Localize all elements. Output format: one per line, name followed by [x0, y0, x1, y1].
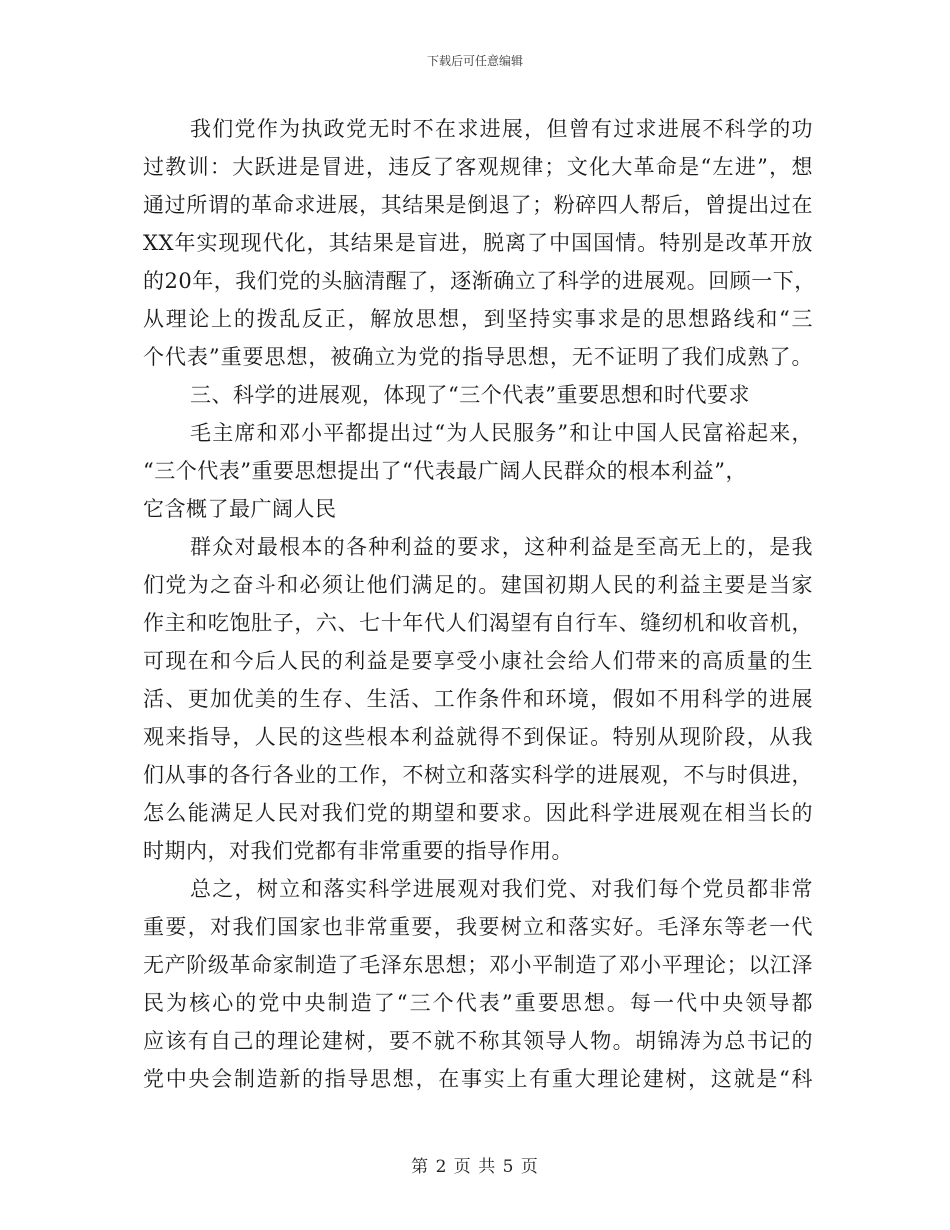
- text-line: 应该有自己的理论建树，要不就不称其领导人物。胡锦涛为总书记的: [143, 1029, 813, 1053]
- document-body: [143, 110, 816, 1098]
- page-footer: 第 2 页 共 5 页: [411, 1157, 539, 1177]
- text-line: 群众对最根本的各种利益的要求，这种利益是至高无上的，是我: [190, 535, 813, 559]
- text-line: 过教训：大跃进是冒进，违反了客观规律；文化大革命是“左进”，想: [143, 155, 813, 179]
- text-line: 观来指导，人民的这些根本利益就得不到保证。特别从现阶段，从我: [143, 725, 813, 749]
- text-line: 重要，对我们国家也非常重要，我要树立和落实好。毛泽东等老一代: [143, 915, 813, 939]
- text-line: 总之，树立和落实科学进展观对我们党、对我们每个党员都非常: [190, 877, 813, 901]
- text-line: “三个代表”重要思想提出了“代表最广阔人民群众的根本利益”，: [143, 459, 747, 483]
- text-line: 通过所谓的革命求进展，其结果是倒退了；粉碎四人帮后，曾提出过在: [143, 193, 813, 217]
- text-line: 毛主席和邓小平都提出过“为人民服务”和让中国人民富裕起来，: [190, 421, 813, 445]
- text-line: 我们党作为执政党无时不在求进展，但曾有过求进展不科学的功: [190, 117, 813, 141]
- page-header: 下载后可任意编辑: [426, 54, 523, 68]
- text-line: 的20年，我们党的头脑清醒了，逐渐确立了科学的进展观。回顾一下，: [143, 269, 816, 293]
- text-line: 无产阶级革命家制造了毛泽东思想；邓小平制造了邓小平理论；以江泽: [143, 953, 813, 977]
- text-line: 们党为之奋斗和必须让他们满足的。建国初期人民的利益主要是当家: [143, 573, 813, 597]
- text-line: 时期内，对我们党都有非常重要的指导作用。: [143, 839, 573, 863]
- text-line: 它含概了最广阔人民: [143, 497, 337, 521]
- text-line: 们从事的各行各业的工作，不树立和落实科学的进展观，不与时俱进，: [143, 763, 813, 787]
- text-line: 个代表”重要思想，被确立为党的指导思想，无不证明了我们成熟了。: [143, 345, 813, 369]
- text-line: 作主和吃饱肚子，六、七十年代人们渴望有自行车、缝纫机和收音机，: [143, 611, 813, 635]
- text-line: 从理论上的拨乱反正，解放思想，到坚持实事求是的思想路线和“三: [143, 307, 813, 331]
- text-line: 可现在和今后人民的利益是要享受小康社会给人们带来的高质量的生: [143, 649, 813, 673]
- text-line: 怎么能满足人民对我们党的期望和要求。因此科学进展观在相当长的: [143, 801, 813, 825]
- text-line: XX年实现现代化，其结果是盲进，脱离了中国国情。特别是改革开放: [143, 231, 813, 255]
- section-heading: 三、科学的进展观，体现了“三个代表”重要思想和时代要求: [190, 383, 750, 407]
- text-line: 党中央会制造新的指导思想，在事实上有重大理论建树，这就是“科: [143, 1067, 813, 1091]
- text-line: 活、更加优美的生存、生活、工作条件和环境，假如不用科学的进展: [143, 687, 813, 711]
- text-line: 民为核心的党中央制造了“三个代表”重要思想。每一代中央领导都: [143, 991, 813, 1015]
